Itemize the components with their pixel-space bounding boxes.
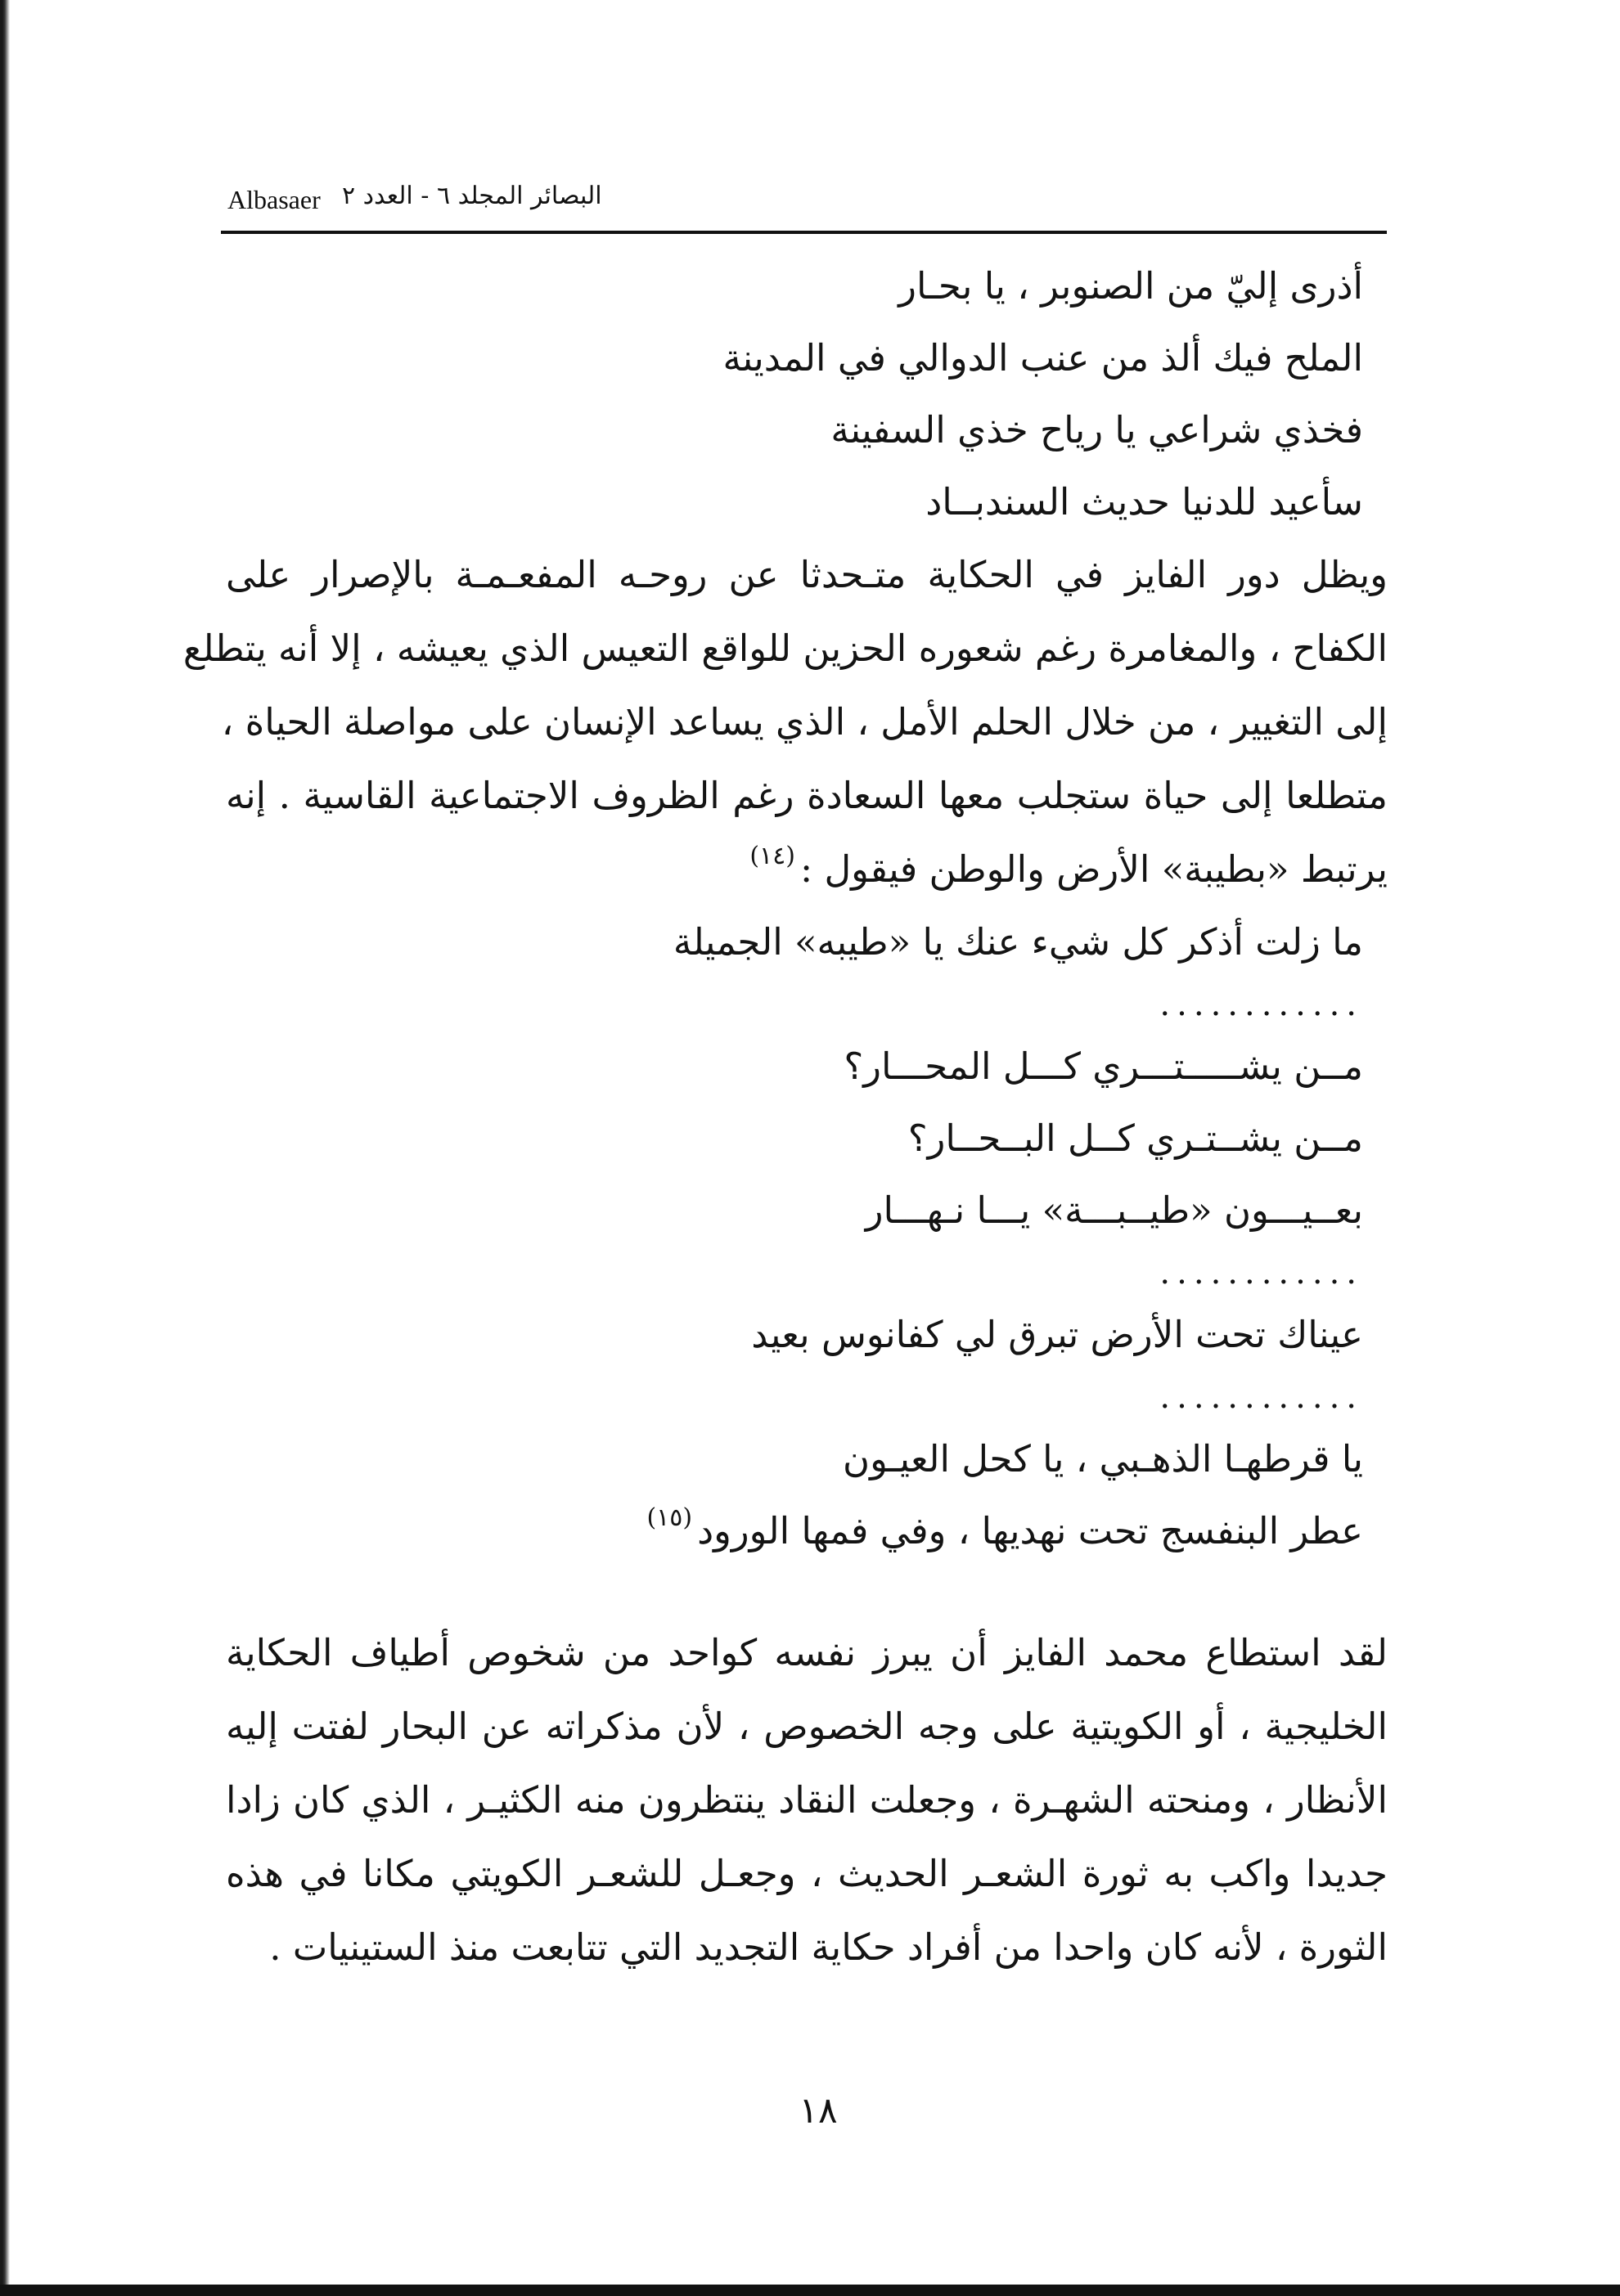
page-body bbox=[182, 250, 1388, 1984]
paragraph-line: متطلعا إلى حياة ستجلب معها السعادة رغم الظروف الاجتماعية القاسية . إنه bbox=[226, 774, 1388, 817]
verse-line: مــن يشـــــتـــري كـــل المحـــار؟ bbox=[844, 1045, 1363, 1088]
poem-excerpt-2 bbox=[226, 906, 1388, 1567]
verse-line: الملح فيك ألذ من عنب الدوالي في المدينة bbox=[722, 336, 1363, 380]
header-rule bbox=[221, 231, 1387, 234]
verse-line: أذرى إليّ من الصنوبر ، يا بحـار bbox=[898, 264, 1363, 308]
verse-line: عيناك تحت الأرض تبرق لي كفانوس بعيد bbox=[751, 1313, 1363, 1356]
verse-line: سأعيد للدنيا حديث السندبــاد bbox=[925, 480, 1363, 523]
journal-name-arabic: البصائر المجلد ٦ - العدد ٢ bbox=[342, 182, 602, 210]
ellipsis-separator: ............ bbox=[1159, 986, 1363, 1023]
ellipsis-separator: ............ bbox=[1159, 1378, 1363, 1416]
paragraph-line: الأنظار ، ومنحته الشهـرة ، وجعلت النقاد ينتظرون منه الكثيـر ، الذي كان زادا bbox=[226, 1778, 1388, 1822]
paragraph-2 bbox=[226, 1616, 1388, 1984]
scan-edge-left bbox=[0, 0, 10, 2296]
paragraph-line: ويظل دور الفايز في الحكاية متـحدثا عن روحـه المفعـمـة بالإصرار على bbox=[226, 553, 1388, 596]
paragraph-line: الثورة ، لأنه كان واحدا من أفراد حكاية التجديد التي تتابعت منذ الستينيات . bbox=[269, 1925, 1388, 1969]
paragraph-line-text: يرتبط «بطيبة» الأرض والوطن فيقول : bbox=[799, 847, 1388, 891]
paragraph-line bbox=[226, 833, 1388, 906]
verse-line: يا قرطهـا الذهـبي ، يا كحل العيـون bbox=[843, 1437, 1363, 1480]
verse-line-text: عطر البنفسج تحت نهديها ، وفي فمها الورود bbox=[697, 1509, 1363, 1552]
poem-excerpt-1 bbox=[226, 250, 1388, 538]
verse-line: ما زلت أذكر كل شيء عنك يا «طيبه» الجميلة bbox=[673, 920, 1363, 964]
paragraph-line: الكفاح ، والمغامرة رغم شعوره الحزين للواقع التعيس الذي يعيشه ، إلا أنه يتطلع bbox=[182, 627, 1388, 670]
verse-line: فخذي شراعي يا رياح خذي السفينة bbox=[830, 408, 1363, 452]
footnote-ref-14: (١٤) bbox=[749, 842, 795, 870]
running-header bbox=[227, 182, 1386, 227]
verse-line: مــن يشــتـري كــل البــحــار؟ bbox=[907, 1117, 1363, 1160]
paragraph-line: لقد استطاع محمد الفايز أن يبرز نفسه كواحد من شخوص أطياف الحكاية bbox=[226, 1631, 1388, 1674]
page-number: ١٨ bbox=[799, 2090, 838, 2132]
paragraph-1 bbox=[182, 538, 1388, 906]
paragraph-line: إلى التغيير ، من خلال الحلم الأمل ، الذي يساعد الإنسان على مواصلة الحياة ، bbox=[221, 700, 1388, 744]
verse-line: بعــيـــون «طيــبـــة» يـــا نـهـــار bbox=[865, 1188, 1363, 1232]
ellipsis-separator: ............ bbox=[1159, 1254, 1363, 1292]
section-gap bbox=[226, 1567, 1388, 1616]
journal-name-latin: Albasaer bbox=[227, 185, 321, 214]
scan-edge-bottom bbox=[0, 2285, 1620, 2296]
verse-line bbox=[226, 1495, 1388, 1567]
paragraph-line: الخليجية ، أو الكويتية على وجه الخصوص ، لأن مذكراته عن البحار لفتت إليه bbox=[226, 1705, 1388, 1748]
paragraph-line: جديدا واكب به ثورة الشعـر الحديث ، وجعـل للشعـر الكويتي مكانا في هذه bbox=[226, 1852, 1388, 1895]
footnote-ref-15: (١٥) bbox=[646, 1503, 693, 1532]
